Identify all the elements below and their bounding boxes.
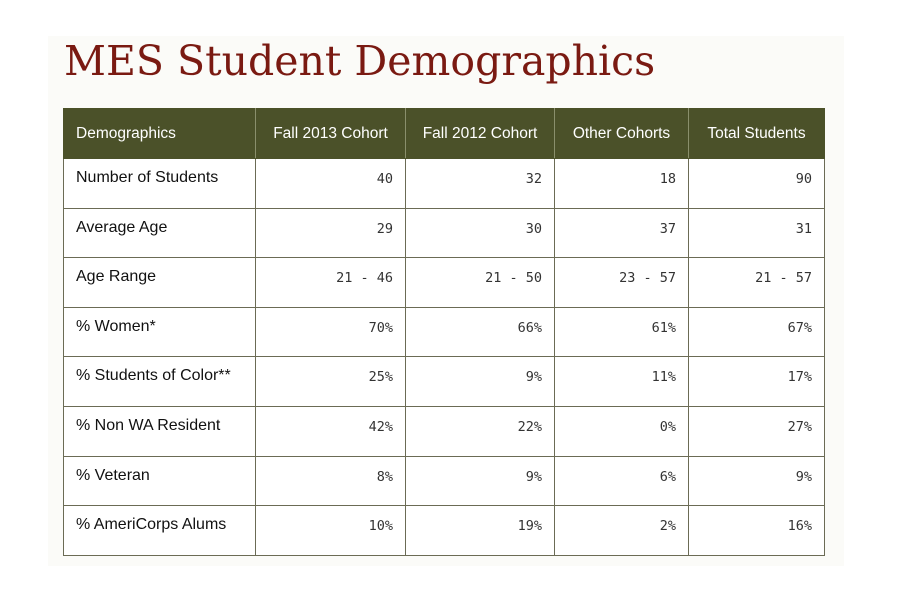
row-label-percent-non-wa-resident: % Non WA Resident: [64, 406, 256, 456]
table-header-row: [64, 109, 825, 159]
row-label-number-of-students: Number of Students: [64, 159, 256, 209]
table-row: [64, 406, 825, 456]
cell-value: 21 - 57: [689, 258, 825, 308]
cell-value: 40: [256, 159, 406, 209]
cell-value: 67%: [689, 307, 825, 357]
table-row: [64, 506, 825, 556]
cell-value: 66%: [406, 307, 555, 357]
cell-value: 17%: [689, 357, 825, 407]
table-row: [64, 357, 825, 407]
cell-value: 16%: [689, 506, 825, 556]
cell-value: 9%: [406, 456, 555, 506]
cell-value: 6%: [555, 456, 689, 506]
table-row: [64, 208, 825, 258]
cell-value: 22%: [406, 406, 555, 456]
page-title: MES Student Demographics: [64, 37, 656, 85]
cell-value: 11%: [555, 357, 689, 407]
column-header-other-cohorts: Other Cohorts: [555, 109, 689, 159]
cell-value: 19%: [406, 506, 555, 556]
cell-value: 23 - 57: [555, 258, 689, 308]
table-row: [64, 258, 825, 308]
column-header-total-students: Total Students: [689, 109, 825, 159]
cell-value: 0%: [555, 406, 689, 456]
cell-value: 18: [555, 159, 689, 209]
cell-value: 37: [555, 208, 689, 258]
row-label-percent-veteran: % Veteran: [64, 456, 256, 506]
cell-value: 2%: [555, 506, 689, 556]
cell-value: 10%: [256, 506, 406, 556]
row-label-percent-women: % Women*: [64, 307, 256, 357]
cell-value: 21 - 46: [256, 258, 406, 308]
cell-value: 32: [406, 159, 555, 209]
cell-value: 42%: [256, 406, 406, 456]
demographics-table: [63, 108, 825, 556]
cell-value: 30: [406, 208, 555, 258]
row-label-percent-americorps-alums: % AmeriCorps Alums: [64, 506, 256, 556]
cell-value: 31: [689, 208, 825, 258]
cell-value: 27%: [689, 406, 825, 456]
cell-value: 61%: [555, 307, 689, 357]
column-header-demographics: Demographics: [64, 109, 256, 159]
cell-value: 70%: [256, 307, 406, 357]
row-label-age-range: Age Range: [64, 258, 256, 308]
cell-value: 25%: [256, 357, 406, 407]
row-label-average-age: Average Age: [64, 208, 256, 258]
row-label-percent-students-of-color: % Students of Color**: [64, 357, 256, 407]
cell-value: 90: [689, 159, 825, 209]
table-row: [64, 456, 825, 506]
cell-value: 8%: [256, 456, 406, 506]
column-header-fall-2012-cohort: Fall 2012 Cohort: [406, 109, 555, 159]
cell-value: 29: [256, 208, 406, 258]
column-header-fall-2013-cohort: Fall 2013 Cohort: [256, 109, 406, 159]
cell-value: 21 - 50: [406, 258, 555, 308]
table-row: [64, 307, 825, 357]
table-row: [64, 159, 825, 209]
cell-value: 9%: [689, 456, 825, 506]
cell-value: 9%: [406, 357, 555, 407]
